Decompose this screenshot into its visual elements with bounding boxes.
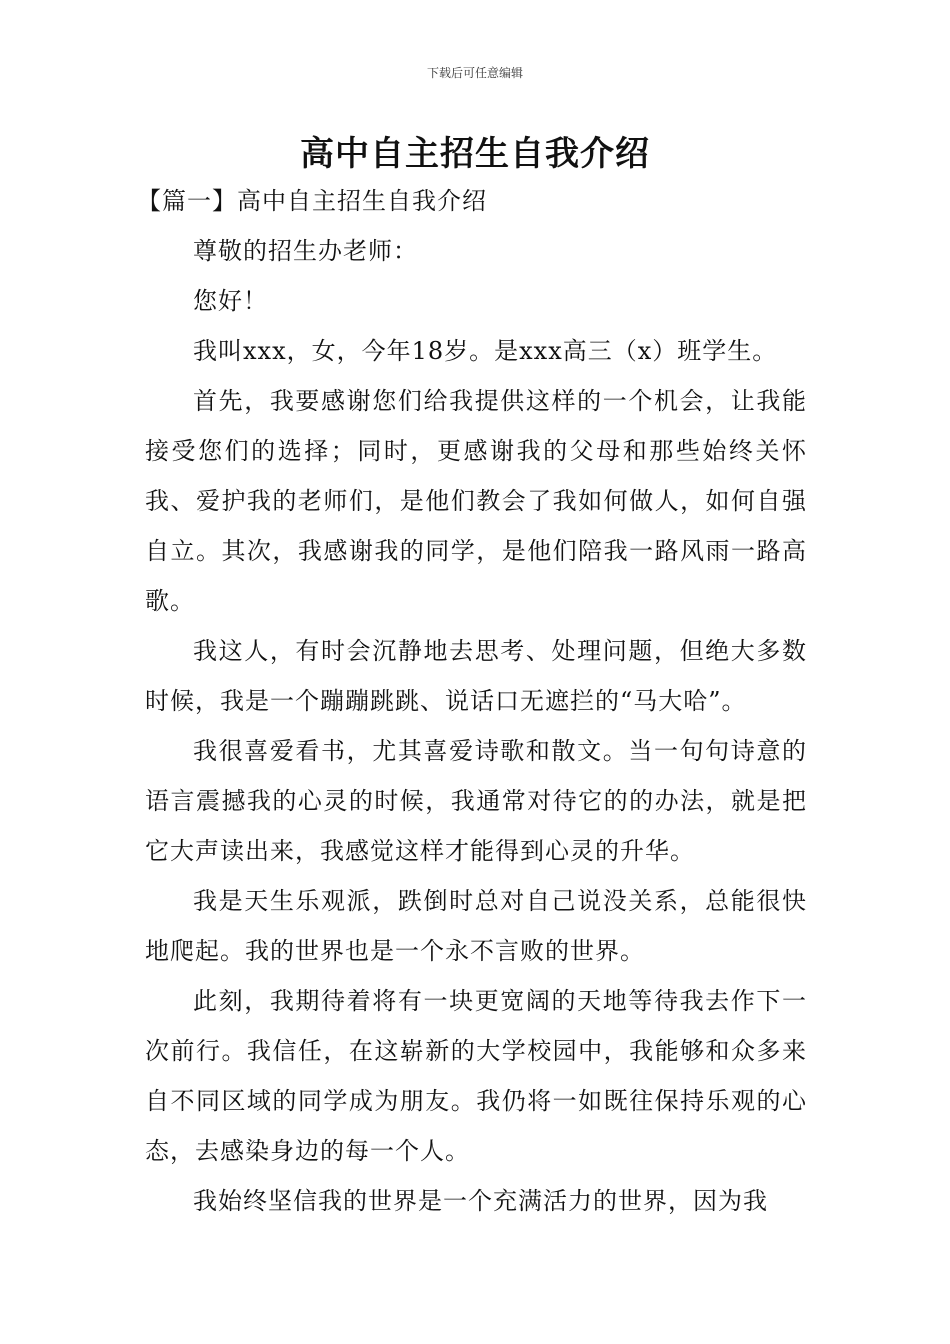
paragraph-expectation: 此刻，我期待着将有一块更宽阔的天地等待我去作下一次前行。我信任，在这崭新的大学校园中，我能够和众多来自不同区域的同学成为朋友。我仍将一如既往保持乐观的心态，去感染身边的每一个人。	[145, 987, 807, 1165]
paragraph-salutation: 尊敬的招生办老师：	[193, 237, 418, 265]
section-heading: 【篇一】高中自主招生自我介绍	[137, 187, 487, 215]
paragraph-thanks: 首先，我要感谢您们给我提供这样的一个机会，让我能接受您们的选择；同时，更感谢我的父母和那些始终关怀我、爱护我的老师们，是他们教会了我如何做人，如何自强自立。其次，我感谢我的同学，是他们陪我一路风雨一路高歌。	[145, 387, 807, 615]
paragraph-belief: 我始终坚信我的世界是一个充满活力的世界，因为我	[193, 1187, 768, 1215]
paragraph-intro: 我叫xxx，女，今年18岁。是xxx高三（x）班学生。	[193, 337, 778, 365]
header-note: 下载后可任意编辑	[426, 66, 523, 80]
document-body	[137, 176, 807, 1226]
paragraph-greeting: 您好！	[193, 287, 268, 315]
document-title: 高中自主招生自我介绍	[300, 134, 650, 174]
paragraph-personality: 我这人，有时会沉静地去思考、处理问题，但绝大多数时候，我是一个蹦蹦跳跳、说话口无遮拦的“马大哈”。	[145, 637, 807, 715]
paragraph-optimism: 我是天生乐观派，跌倒时总对自己说没关系，总能很快地爬起。我的世界也是一个永不言败的世界。	[145, 887, 807, 965]
paragraph-reading: 我很喜爱看书，尤其喜爱诗歌和散文。当一句句诗意的语言震撼我的心灵的时候，我通常对待它的的办法，就是把它大声读出来，我感觉这样才能得到心灵的升华。	[145, 737, 807, 865]
